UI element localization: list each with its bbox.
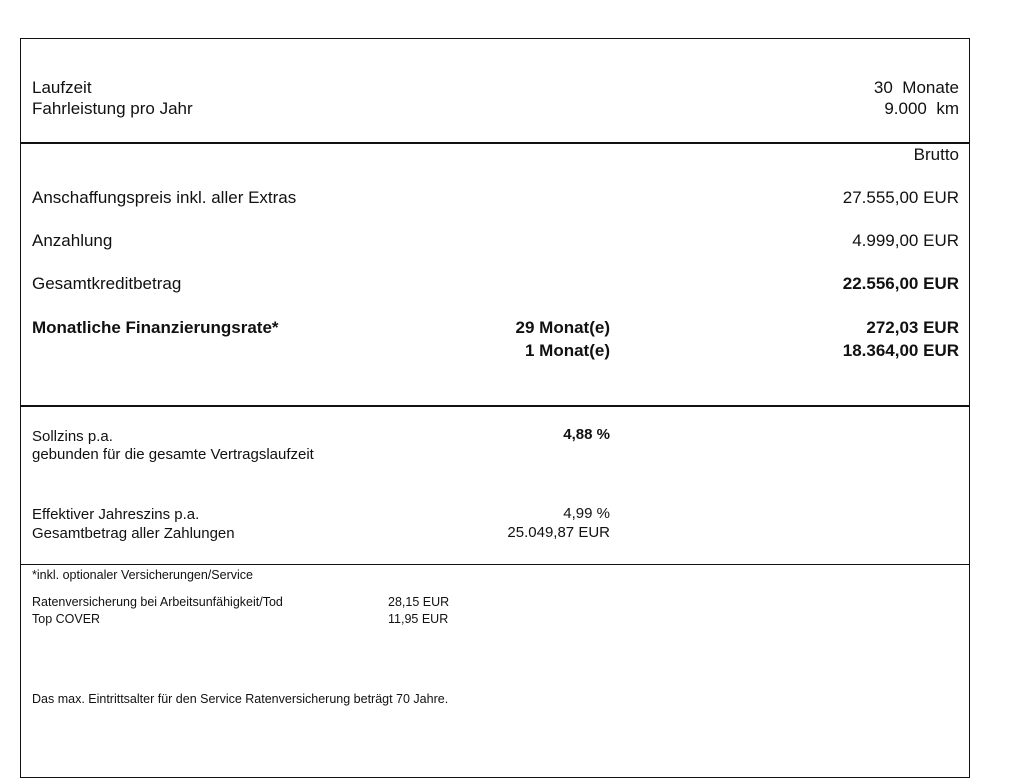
effektiver-jahreszins-label: Effektiver Jahreszins p.a. <box>32 506 200 523</box>
sollzins-label: Sollzins p.a. <box>32 428 113 445</box>
interest-section <box>21 405 969 565</box>
laufzeit-number: 30 <box>873 78 893 97</box>
gesamtkreditbetrag-label: Gesamtkreditbetrag <box>32 274 182 293</box>
rate-value-1: 272,03 EUR <box>866 318 959 337</box>
gesamtkreditbetrag-value: 22.556,00 EUR <box>842 274 959 293</box>
extras-note: *inkl. optionaler Versicherungen/Service <box>32 568 253 582</box>
fahrleistung-unit: km <box>936 99 959 118</box>
ratenversicherung-label: Ratenversicherung bei Arbeitsunfähigkeit/Tod <box>32 595 283 609</box>
eintrittsalter-footnote: Das max. Eintrittsalter für den Service Ratenversicherung beträgt 70 Jahre. <box>32 692 449 706</box>
finance-offer-document <box>20 38 970 778</box>
anzahlung-label: Anzahlung <box>32 231 113 250</box>
brutto-column-header: Brutto <box>913 145 959 164</box>
pricing-section <box>21 142 969 407</box>
fahrleistung-label: Fahrleistung pro Jahr <box>32 99 193 118</box>
laufzeit-label: Laufzeit <box>32 78 92 97</box>
monatliche-rate-label: Monatliche Finanzierungsrate* <box>32 318 279 337</box>
effektiver-jahreszins-value: 4,99 % <box>563 505 610 522</box>
top-cover-label: Top COVER <box>32 612 101 626</box>
top-cover-value: 11,95 EUR <box>388 612 449 626</box>
term-section <box>21 39 969 144</box>
rate-months-2: 1 Monat(e) <box>525 341 610 360</box>
ratenversicherung-value: 28,15 EUR <box>388 595 450 609</box>
sollzins-value: 4,88 % <box>563 426 610 443</box>
anschaffungspreis-value: 27.555,00 EUR <box>842 188 959 207</box>
fahrleistung-value <box>884 98 959 119</box>
laufzeit-value <box>874 77 959 98</box>
rate-months-1: 29 Monat(e) <box>515 318 610 337</box>
laufzeit-unit: Monate <box>902 78 959 97</box>
rate-value-2: 18.364,00 EUR <box>842 341 959 360</box>
anschaffungspreis-label: Anschaffungspreis inkl. aller Extras <box>32 188 297 207</box>
sollzins-subtext: gebunden für die gesamte Vertragslaufzeit <box>32 446 314 463</box>
gesamtbetrag-label: Gesamtbetrag aller Zahlungen <box>32 525 235 542</box>
fahrleistung-number: 9.000 <box>884 99 927 118</box>
gesamtbetrag-value: 25.049,87 EUR <box>507 524 610 541</box>
anzahlung-value: 4.999,00 EUR <box>852 231 959 250</box>
extras-section <box>21 564 969 777</box>
